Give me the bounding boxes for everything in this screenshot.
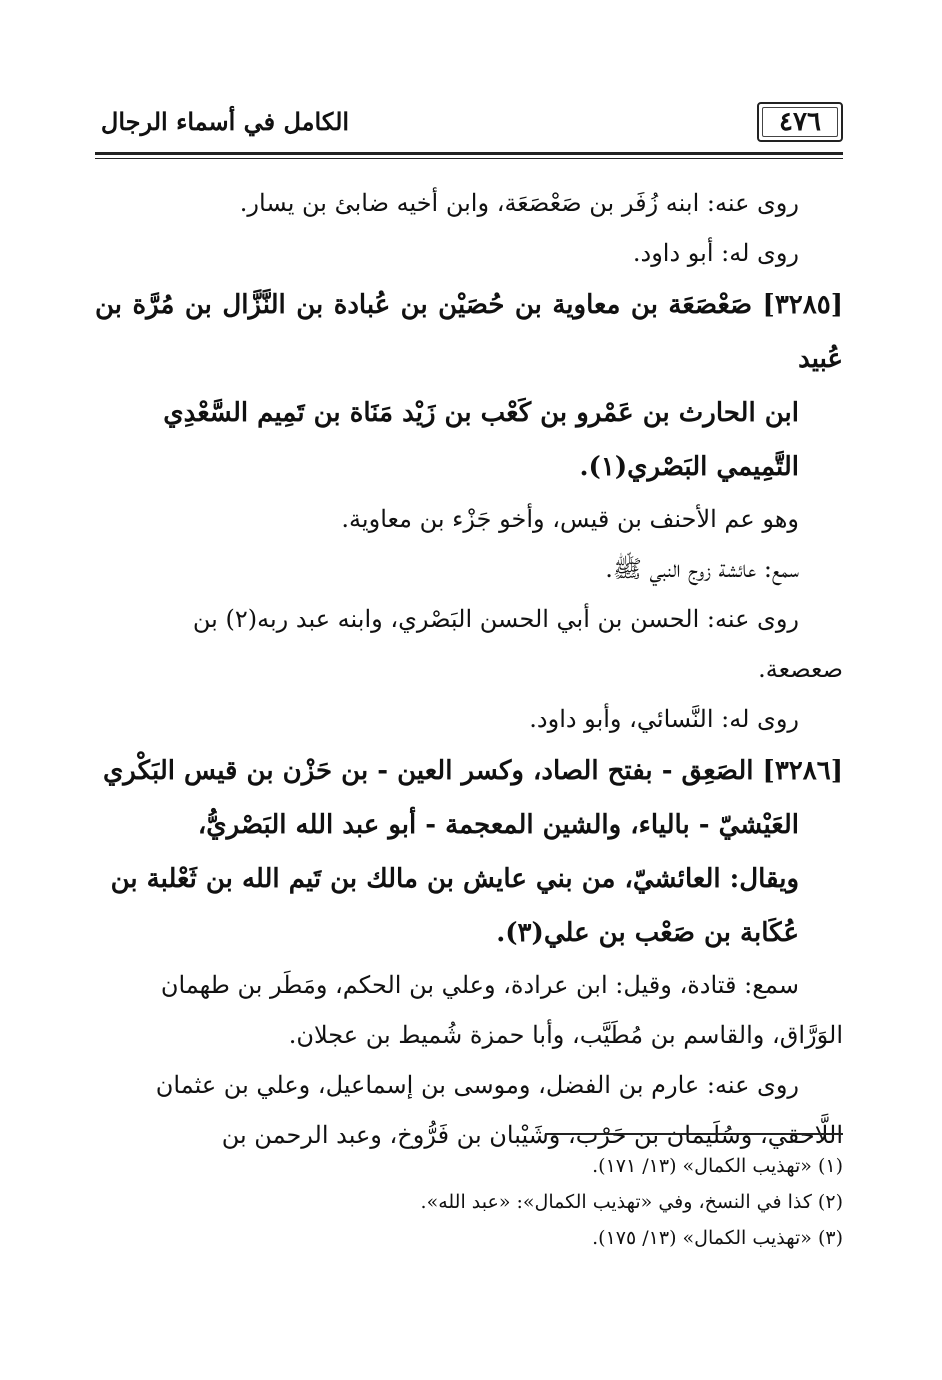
text-line: روى عنه: عارم بن الفضل، وموسى بن إسماعيل، وعلي بن عثمان <box>155 1071 799 1099</box>
footnote: (٢) كذا في النسخ، وفي «تهذيب الكمال»: «عبد الله». <box>420 1191 843 1213</box>
page-number: ٤٧٦ <box>757 102 843 142</box>
entry-line: [٣٢٨٥] صَعْصَعَة بن معاوية بن حُصَيْن بن عُبادة بن النَّزَّال بن مُرَّة بن عُبيد <box>95 290 843 374</box>
main-text <box>95 178 843 1160</box>
footnote: (١) «تهذيب الكمال» (١٣/ ١٧١). <box>592 1155 843 1177</box>
entry-line: ويقال: العائشيّ، من بني عايش بن مالك بن تَيم الله بن ثَعْلبة بن <box>110 864 799 894</box>
entry-heading-3285 <box>95 278 843 494</box>
text-line: الوَرَّاق، والقاسم بن مُطَيَّب، وأبا حمزة شُميط بن عجلان. <box>288 1021 843 1049</box>
text-line: اللَّاحقي، وسُلَيمان بن حَرْب، وشَيْبان بن فَرُّوخ، وعبد الرحمن بن <box>221 1121 843 1149</box>
page-header <box>95 88 843 158</box>
text-line: صعصعة. <box>758 655 843 683</box>
text-line: روى عنه: الحسن بن أبي الحسن البَصْري، وابنه عبد ربه(٢) بن <box>192 605 799 633</box>
entry-line: ابن الحارث بن عَمْرو بن كَعْب بن زَيْد مَنَاة بن تَمِيم السَّعْدِي <box>163 398 799 428</box>
footnotes <box>95 1148 843 1256</box>
text-line: وهو عم الأحنف بن قيس، وأخو جَزْء بن معاوية. <box>341 505 799 533</box>
text-line: روى عنه: ابنه زُفَر بن صَعْصَعَة، وابن أخيه ضابئ بن يسار. <box>239 189 799 217</box>
text-line: سمع: عائشة زوج النبي ﷺ. <box>605 555 799 583</box>
entry-heading-3286 <box>95 744 843 960</box>
text-line: سمع: قتادة، وقيل: ابن عرادة، وعلي بن الحكم، ومَطَر بن طهمان <box>160 971 799 999</box>
footnote-separator <box>545 1133 843 1135</box>
running-title: الكامل في أسماء الرجال <box>100 106 350 136</box>
entry-line: التَّمِيمي البَصْري(١). <box>579 452 799 482</box>
entry-line: [٣٢٨٦] الصَعِق - بفتح الصاد، وكسر العين - بن حَزْن بن قيس البَكْري <box>102 756 843 786</box>
entry-line: العَيْشيّ - بالياء، والشين المعجمة - أبو عبد الله البَصْريُّ، <box>197 810 799 840</box>
header-rule-thin <box>95 158 843 159</box>
entry-line: عُكَابة بن صَعْب بن علي(٣). <box>496 918 799 948</box>
text-line: روى له: النَّسائي، وأبو داود. <box>529 705 799 733</box>
header-rule <box>95 152 843 155</box>
text-line: روى له: أبو داود. <box>632 239 799 267</box>
footnote: (٣) «تهذيب الكمال» (١٣/ ١٧٥). <box>592 1227 843 1249</box>
